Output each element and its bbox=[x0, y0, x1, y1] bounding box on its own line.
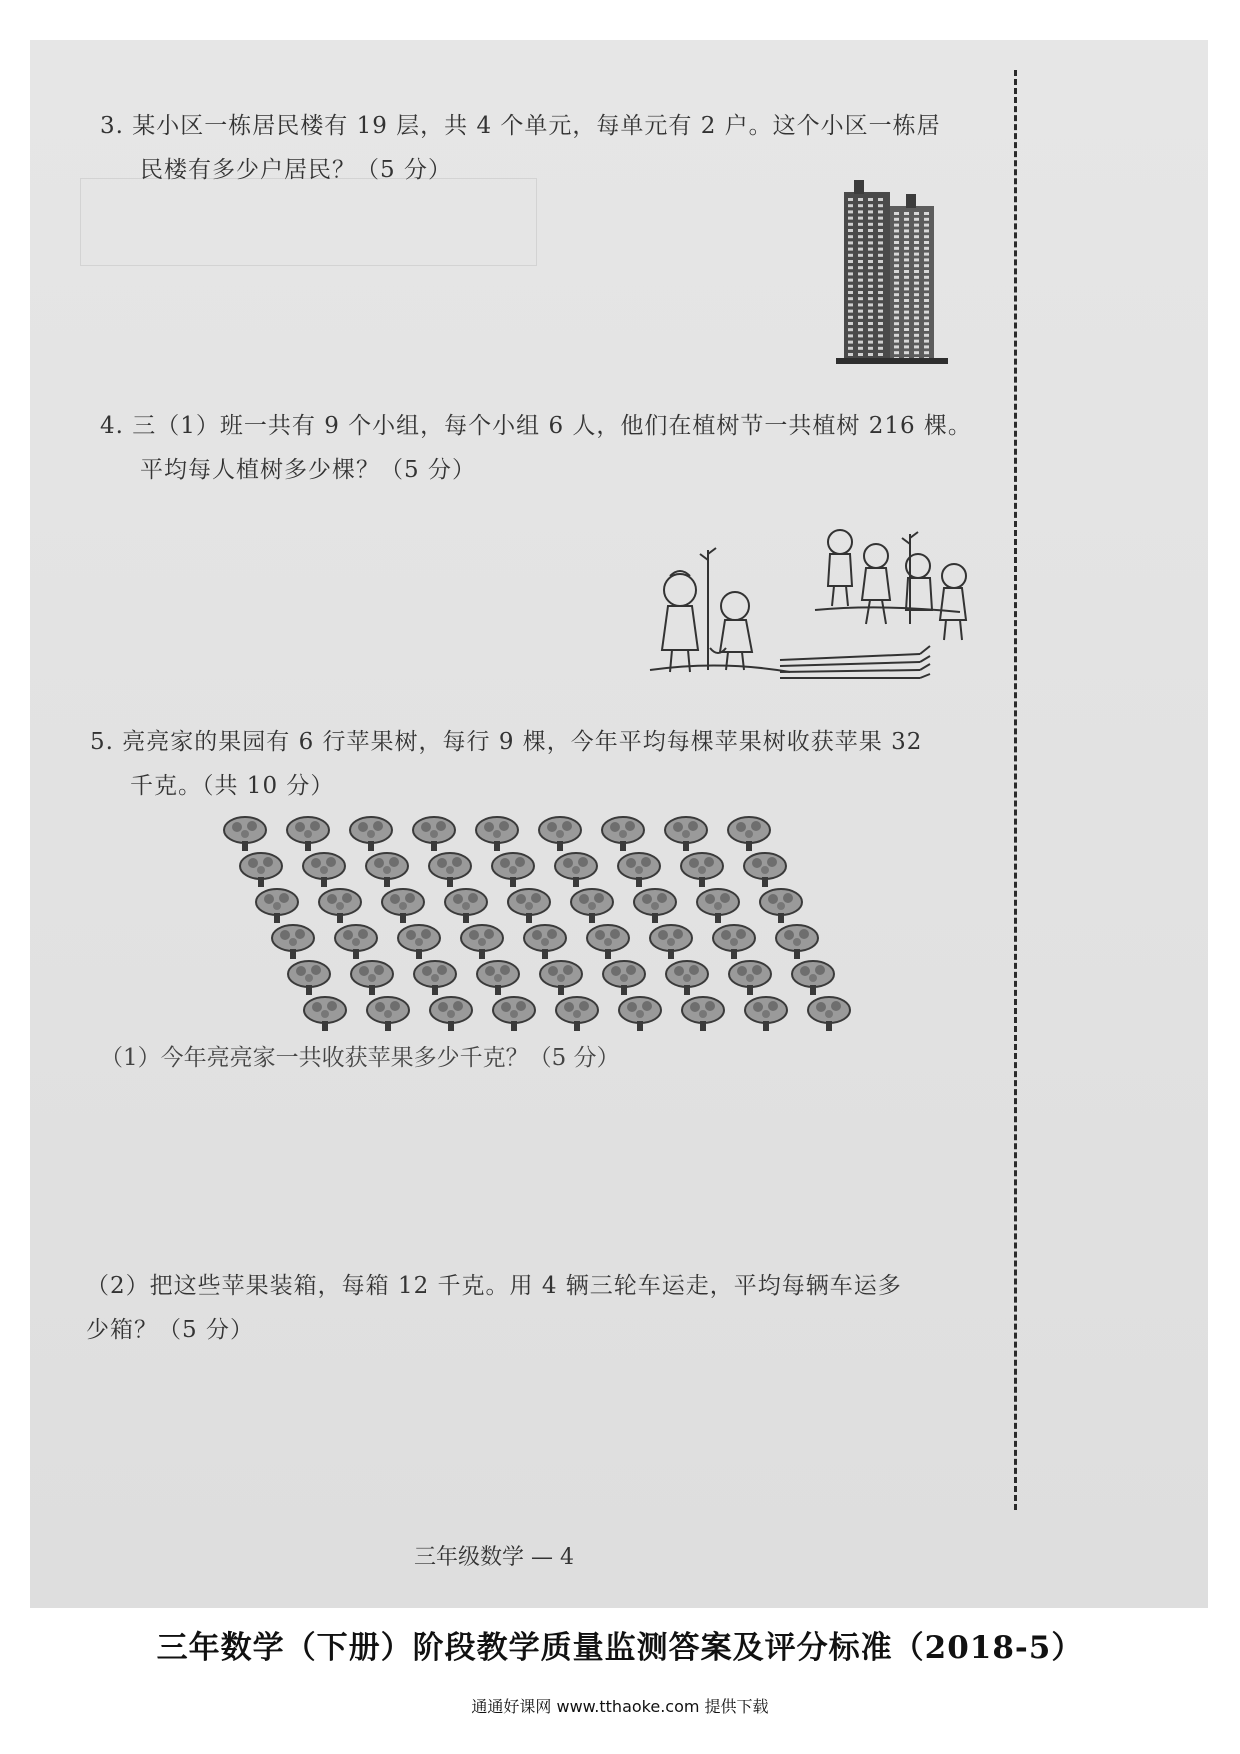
apple-tree-icon bbox=[445, 889, 487, 923]
download-watermark: 通通好课网 www.tthaoke.com 提供下载 bbox=[471, 1697, 769, 1716]
apple-tree-icon bbox=[288, 961, 330, 995]
apple-tree-icon bbox=[760, 889, 802, 923]
apple-tree-icon bbox=[665, 817, 707, 851]
subquestion-5-2-line-1: （2）把这些苹果装箱，每箱 12 千克。用 4 辆三轮车运走，平均每辆车运多 bbox=[86, 1273, 902, 1299]
apple-tree-icon bbox=[335, 925, 377, 959]
apple-tree-icon bbox=[713, 925, 755, 959]
apple-tree-icon bbox=[287, 817, 329, 851]
apple-tree-icon bbox=[351, 961, 393, 995]
question-5-line-2: 千克。（共 10 分） bbox=[130, 773, 335, 799]
apple-tree-icon bbox=[461, 925, 503, 959]
apple-tree-icon bbox=[272, 925, 314, 959]
apple-tree-icon bbox=[350, 817, 392, 851]
question-5-line-1: 5. 亮亮家的果园有 6 行苹果树，每行 9 棵，今年平均每棵苹果树收获苹果 32 bbox=[90, 729, 923, 755]
apple-tree-icon bbox=[792, 961, 834, 995]
question-3-line-1: 3. 某小区一栋居民楼有 19 层，共 4 个单元，每单元有 2 户。这个小区一栋居 bbox=[100, 113, 941, 139]
apple-tree-icon bbox=[413, 817, 455, 851]
apple-tree-icon bbox=[808, 997, 850, 1031]
apple-tree-icon bbox=[682, 997, 724, 1031]
apple-tree-icon bbox=[224, 817, 266, 851]
apple-tree-icon bbox=[650, 925, 692, 959]
question-4-line-2: 平均每人植树多少棵？（5 分） bbox=[140, 457, 476, 483]
apple-tree-icon bbox=[681, 853, 723, 887]
apple-tree-icon bbox=[367, 997, 409, 1031]
apple-tree-icon bbox=[587, 925, 629, 959]
apple-tree-icon bbox=[524, 925, 566, 959]
apple-tree-icon bbox=[493, 997, 535, 1031]
apple-tree-icon bbox=[555, 853, 597, 887]
apple-tree-icon bbox=[666, 961, 708, 995]
apple-tree-icon bbox=[398, 925, 440, 959]
apple-tree-icon bbox=[429, 853, 471, 887]
apple-tree-icon bbox=[414, 961, 456, 995]
apple-tree-icon bbox=[382, 889, 424, 923]
subquestion-5-2 bbox=[86, 1264, 902, 1352]
apple-tree-icon bbox=[366, 853, 408, 887]
apple-tree-icon bbox=[618, 853, 660, 887]
apple-tree-icon bbox=[492, 853, 534, 887]
apple-tree-icon bbox=[603, 961, 645, 995]
question-3-line-2: 民楼有多少户居民？（5 分） bbox=[140, 157, 452, 183]
apple-tree-icon bbox=[508, 889, 550, 923]
question-4-line-1: 4. 三（1）班一共有 9 个小组，每个小组 6 人，他们在植树节一共植树 216 棵。 bbox=[100, 413, 972, 439]
apple-tree-icon bbox=[240, 853, 282, 887]
apple-tree-icon bbox=[256, 889, 298, 923]
apple-tree-icon bbox=[540, 961, 582, 995]
apple-tree-icon bbox=[304, 997, 346, 1031]
apple-tree-icon bbox=[728, 817, 770, 851]
apple-tree-icon bbox=[430, 997, 472, 1031]
subquestion-5-2-line-2: 少箱？（5 分） bbox=[86, 1317, 254, 1343]
apple-tree-icon bbox=[776, 925, 818, 959]
apple-tree-icon bbox=[319, 889, 361, 923]
apple-tree-icon bbox=[619, 997, 661, 1031]
apple-tree-icon bbox=[729, 961, 771, 995]
apple-tree-icon bbox=[477, 961, 519, 995]
page-footer: 三年级数学 — 4 bbox=[414, 1545, 574, 1570]
apple-tree-icon bbox=[602, 817, 644, 851]
apple-tree-icon bbox=[571, 889, 613, 923]
apple-tree-icon bbox=[539, 817, 581, 851]
subquestion-5-1: （1）今年亮亮家一共收获苹果多少千克？（5 分） bbox=[100, 1045, 620, 1071]
apple-tree-icon bbox=[634, 889, 676, 923]
apple-tree-icon bbox=[744, 853, 786, 887]
apple-tree-icon bbox=[303, 853, 345, 887]
apple-tree-icon bbox=[476, 817, 518, 851]
apple-tree-icon bbox=[745, 997, 787, 1031]
apple-tree-icon bbox=[697, 889, 739, 923]
apple-tree-icon bbox=[556, 997, 598, 1031]
document-title: 三年数学（下册）阶段教学质量监测答案及评分标准（2018-5） bbox=[156, 1630, 1084, 1666]
